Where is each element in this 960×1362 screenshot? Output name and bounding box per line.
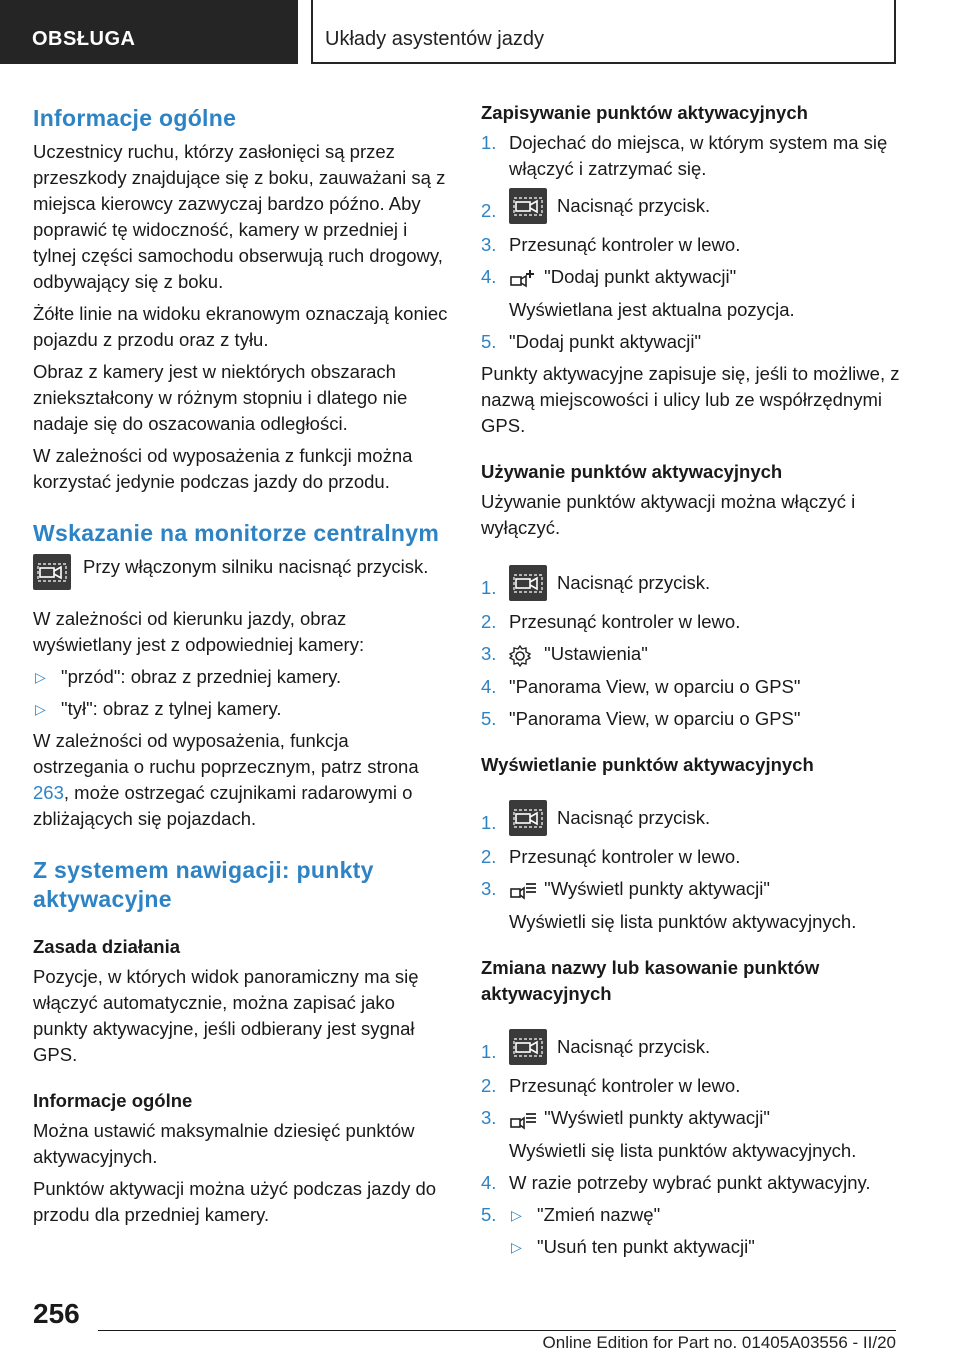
left-column [33, 100, 448, 1234]
list-item: 5. ▷ "Zmień nazwę" ▷ "Usuń ten punkt aktywacji" [481, 1202, 901, 1260]
paragraph: Uczestnicy ruchu, którzy zasłonięci są przez przeszkody znajdujące się z boku, zauważani są z miejsca kierowcy zazwyczaj bardzo późno. Aby poprawić tę widoczność, kamery w przedniej i tylnej części samochodu obserwują ruch drogowy, odbywający się z boku. [33, 141, 446, 292]
heading-general-info: Informacje ogólne [33, 105, 237, 131]
page-link[interactable]: 263 [33, 782, 64, 803]
heading-show-points: Wyświetlanie punktów aktywacyjnych [481, 754, 814, 776]
page-header [0, 0, 960, 66]
show-steps [481, 800, 901, 935]
paragraph: Używanie punktów aktywacji można włączyć i wyłączyć. [481, 491, 856, 539]
footer-edition: Online Edition for Part no. 01405A03556 - II/20 [542, 1333, 896, 1352]
page-number: 256 [33, 1298, 80, 1329]
heading-rename-delete-points: Zmiana nazwy lub kasowanie punktów aktywacyjnych [481, 957, 820, 1005]
triangle-bullet-icon: ▷ [511, 1207, 522, 1224]
footer-divider [98, 1330, 896, 1331]
triangle-bullet-icon: ▷ [35, 701, 46, 717]
camera-button-icon [509, 800, 547, 836]
gear-icon [509, 642, 539, 668]
heading-general-info-2: Informacje ogólne [33, 1090, 193, 1111]
chapter-title: Układy asystentów jazdy [311, 0, 896, 64]
camera-view-list [33, 664, 448, 722]
list-item: 3. "Ustawienia" [481, 641, 901, 668]
press-button-instruction [33, 554, 448, 590]
list-item: ▷ "Zmień nazwę" [509, 1202, 901, 1228]
use-steps [481, 565, 901, 732]
rename-options [509, 1202, 901, 1260]
list-item: ▷ "przód": obraz z przedniej kamery. [33, 664, 448, 690]
list-item: 2. Przesunąć kontroler w lewo. [481, 1075, 741, 1097]
paragraph: W zależności od wyposażenia z funkcji można korzystać jedynie podczas jazdy do przodu. [33, 445, 413, 492]
list-item: 4. "Panorama View, w oparciu o GPS" [481, 676, 801, 698]
list-item: 2. Przesunąć kontroler w lewo. [481, 611, 741, 633]
camera-button-icon [33, 554, 71, 590]
list-points-icon [509, 1106, 539, 1132]
section-title: OBSŁUGA [0, 0, 298, 64]
list-item: 3. Przesunąć kontroler w lewo. [481, 234, 741, 255]
paragraph: Obraz z kamery jest w niektórych obszarach zniekształcony w różnym stopniu i dlatego nie nadaje się do oszacowania odległości. [33, 361, 408, 434]
paragraph: Żółte linie na widoku ekranowym oznaczają koniec pojazdu z przodu oraz z tyłu. [33, 303, 448, 350]
right-column [481, 100, 901, 1266]
paragraph: Punktów aktywacji można użyć podczas jazdy do przodu dla przedniej kamery. [33, 1178, 437, 1225]
list-item: 1. Nacisnąć przycisk. [481, 565, 901, 601]
list-item: 3. "Wyświetl punkty aktywacji" Wyświetli się lista punktów aktywacyjnych. [481, 1107, 857, 1162]
paragraph: W zależności od kierunku jazdy, obraz wyświetlany jest z odpowiedniej kamery: [33, 608, 365, 655]
list-item: ▷ "Usuń ten punkt aktywacji" [509, 1234, 901, 1260]
heading-save-points: Zapisywanie punktów aktywacyjnych [481, 102, 808, 123]
list-item: 1. Dojechać do miejsca, w którym system ma się włączyć i zatrzymać się. [481, 132, 888, 179]
press-button-text: Przy włączonym silniku nacisnąć przycisk. [83, 556, 429, 577]
paragraph: W zależności od wyposażenia, funkcja ostrzegania o ruchu poprzecznym, patrz strona 263, może ostrzegać czujnikami radarowymi o zbliżających się pojazdach. [33, 730, 419, 829]
paragraph: Można ustawić maksymalnie dziesięć punktów aktywacyjnych. [33, 1120, 415, 1167]
list-item: ▷ "tył": obraz z tylnej kamery. [33, 696, 448, 722]
add-point-icon [509, 265, 539, 291]
heading-nav-activation-points: Z systemem nawigacji: punkty aktywacyjne [33, 857, 374, 912]
camera-button-icon [509, 188, 547, 224]
paragraph: Punkty aktywacyjne zapisuje się, jeśli to możliwe, z nazwą miejscowości i ulicy lub ze współrzędnymi GPS. [481, 363, 900, 437]
list-item: 5. "Dodaj punkt aktywacji" [481, 331, 702, 353]
triangle-bullet-icon: ▷ [35, 669, 46, 685]
camera-button-icon [509, 565, 547, 601]
heading-principle: Zasada działania [33, 936, 181, 957]
list-item: 4. "Dodaj punkt aktywacji" Wyświetlana jest aktualna pozycja. [481, 266, 795, 321]
list-item: 2. Nacisnąć przycisk. [481, 188, 901, 224]
list-item: 2. Przesunąć kontroler w lewo. [481, 846, 741, 868]
heading-central-display: Wskazanie na monitorze centralnym [33, 520, 440, 546]
save-steps [481, 130, 901, 355]
paragraph: Pozycje, w których widok panoramiczny ma się włączyć automatycznie, można zapisać jako punkty aktywacyjne, jeśli odbierany jest sygnał GPS. [33, 966, 419, 1065]
list-item: 1. Nacisnąć przycisk. [481, 1029, 901, 1065]
triangle-bullet-icon: ▷ [511, 1239, 522, 1256]
list-item: 4. W razie potrzeby wybrać punkt aktywacyjny. [481, 1172, 871, 1194]
list-item: 3. "Wyświetl punkty aktywacji" Wyświetli się lista punktów aktywacyjnych. [481, 878, 857, 933]
list-item: 5. "Panorama View, w oparciu o GPS" [481, 708, 801, 730]
list-points-icon [509, 877, 539, 903]
list-item: 1. Nacisnąć przycisk. [481, 800, 901, 836]
camera-button-icon [509, 1029, 547, 1065]
heading-use-points: Używanie punktów aktywacyjnych [481, 461, 783, 483]
rename-steps [481, 1029, 901, 1260]
